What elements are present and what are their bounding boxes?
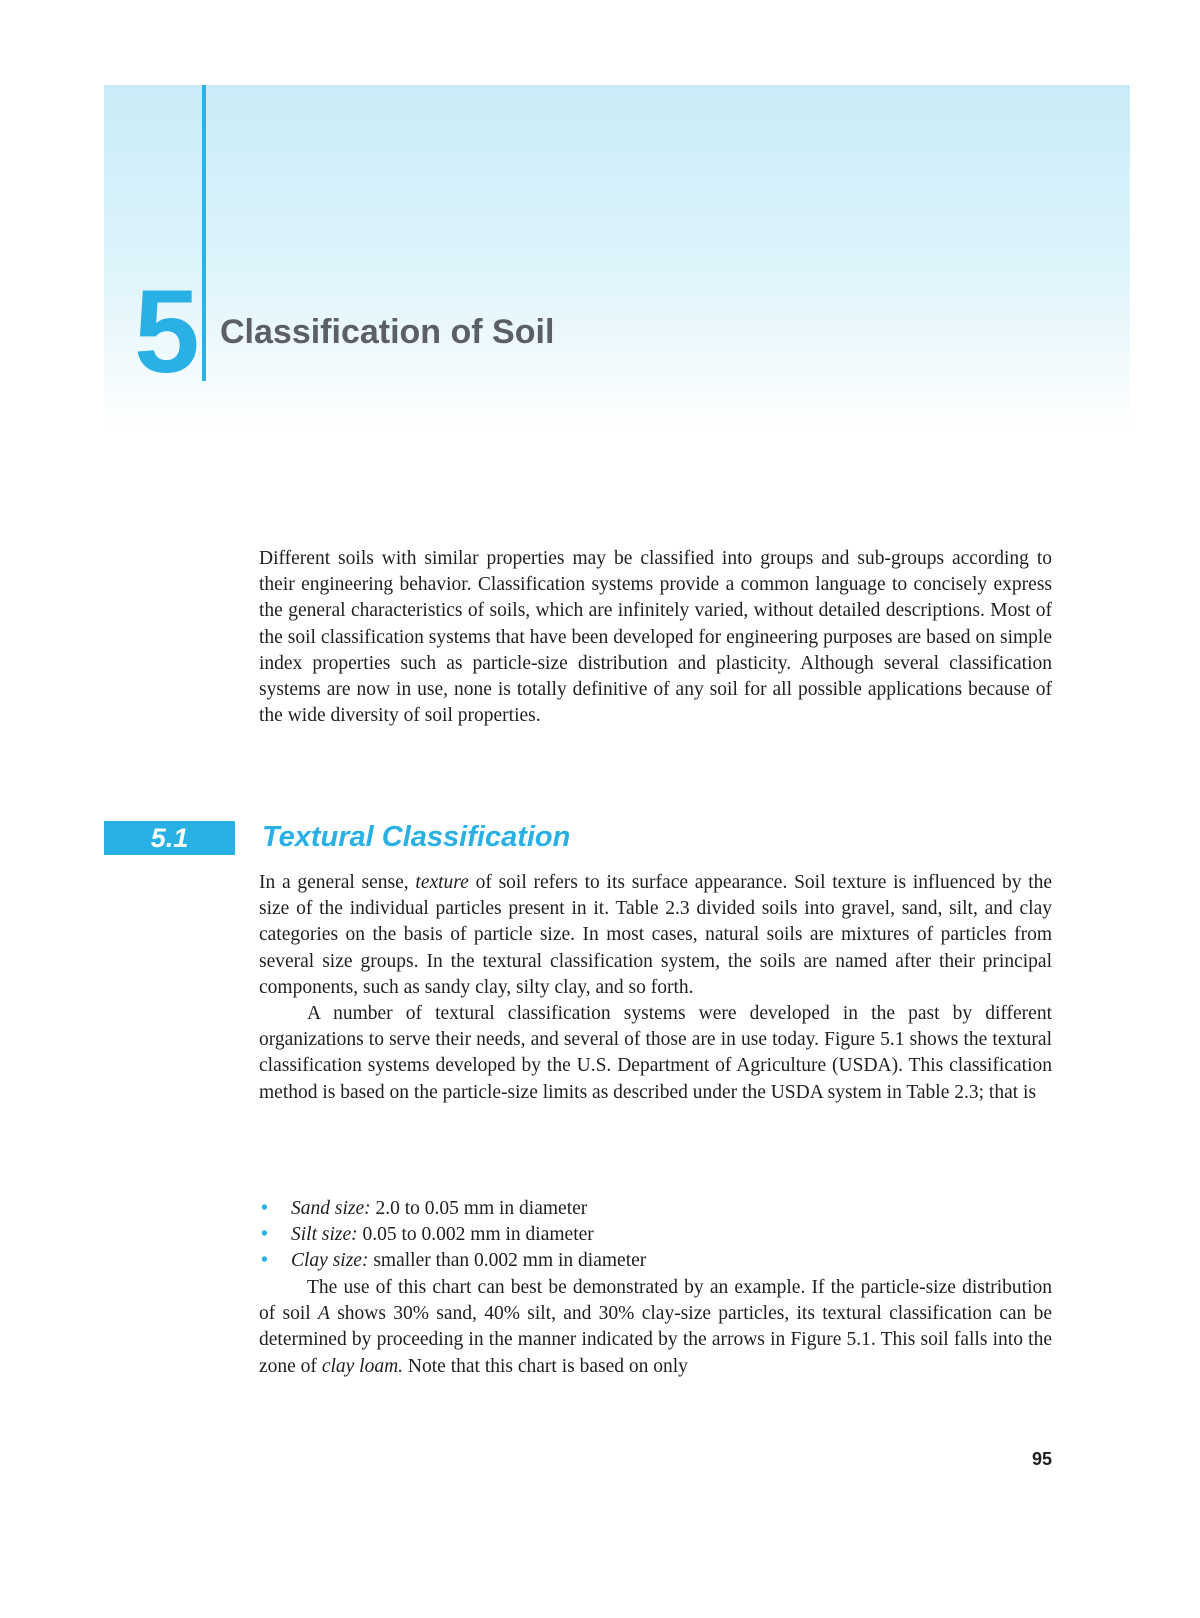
p1-emphasis: texture xyxy=(415,872,469,893)
section-body xyxy=(259,870,1052,1106)
intro-paragraph xyxy=(259,546,1052,729)
size-limit-list xyxy=(259,1196,1052,1275)
p3-part1: The use of this chart can best be demonstrated by an example. If the particle-size distribution of soil xyxy=(259,1277,1052,1325)
page-number: 95 xyxy=(1031,1449,1052,1469)
p3-emphasis-2: clay loam. xyxy=(321,1355,404,1377)
list-item-label: Clay size: xyxy=(291,1250,369,1272)
bullet-icon: • xyxy=(261,1224,268,1246)
list-item-label: Silt size: xyxy=(291,1224,358,1246)
intro-text: Different soils with similar properties may be classified into groups and sub-groups according to their engineering behavior. Classification systems provide a common language to concisely express the general characteristics of soils, which are infinitely varied, without detailed descriptions. Most of the soil classification systems that have been developed for engineering purposes are based on simple index properties such as particle-size distribution and plasticity. Although several classification systems are now in use, none is totally definitive of any soil for all possible applications because of the wide diversity of soil properties. xyxy=(259,548,1052,727)
chapter-number: 5 xyxy=(134,266,198,398)
p3-part2: shows 30% sand, 40% silt, and 30% clay-size particles, its textural classification can be determined by proceeding in the manner indicated by the arrows in Figure 5.1. This soil falls into the zone of xyxy=(259,1303,1052,1377)
bullet-icon: • xyxy=(261,1250,268,1272)
list-item xyxy=(259,1248,1052,1274)
list-item-label: Sand size: xyxy=(291,1198,371,1219)
list-item-text: 0.05 to 0.002 mm in diameter xyxy=(357,1224,594,1246)
paragraph-3 xyxy=(259,1275,1052,1380)
banner-rule xyxy=(202,85,206,381)
list-item xyxy=(259,1196,1052,1222)
list-item xyxy=(259,1222,1052,1248)
section-title: Textural Classification xyxy=(262,821,571,853)
paragraph-3-block xyxy=(259,1275,1052,1380)
section-number-badge: 5.1 xyxy=(104,821,235,855)
p1-before: In a general sense, xyxy=(259,872,416,893)
p3-emphasis-1: A xyxy=(318,1303,330,1325)
p1-after: of soil refers to its surface appearance. Soil texture is influenced by the size of the individual particles present in it. Table 2.3 divided soils into gravel, sand, silt, and clay categories on the basis of particle size. In most cases, natural soils are mixtures of particles from several size groups. In the textural classification system, the soils are named after their principal components, such as sandy clay, silty clay, and so forth. xyxy=(259,872,1053,998)
chapter-banner xyxy=(104,85,1130,430)
paragraph-1 xyxy=(259,870,1052,1001)
list-item-text: 2.0 to 0.05 mm in diameter xyxy=(370,1198,588,1219)
chapter-title: Classification of Soil xyxy=(220,313,555,351)
p3-part3: Note that this chart is based on only xyxy=(403,1355,688,1377)
bullet-icon: • xyxy=(261,1198,268,1219)
paragraph-2: A number of textural classification systems were developed in the past by different organizations to serve their needs, and several of those are in use today. Figure 5.1 shows the textural classification systems developed by the U.S. Department of Agriculture (USDA). This classification method is based on the particle-size limits as described under the USDA system in Table 2.3; that is xyxy=(259,1003,1052,1103)
list-item-text: smaller than 0.002 mm in diameter xyxy=(368,1250,647,1272)
